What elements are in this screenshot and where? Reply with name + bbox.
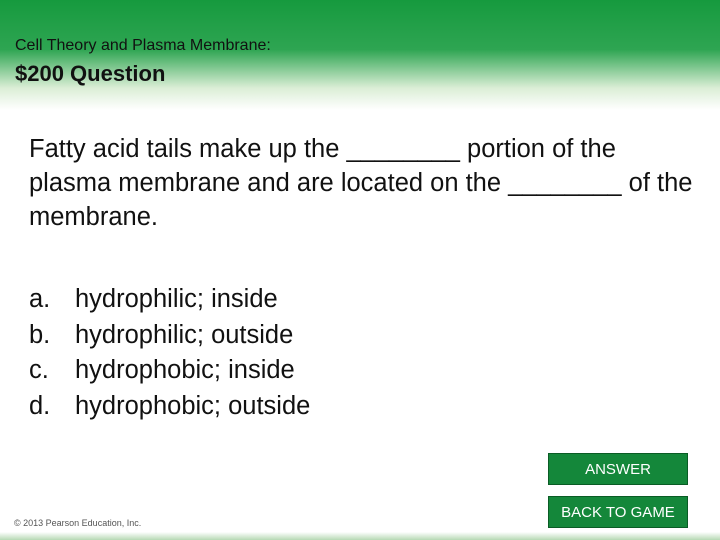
answer-option-d	[29, 389, 310, 425]
answer-list	[29, 282, 310, 424]
answer-button[interactable]: ANSWER	[548, 453, 688, 485]
bottom-decoration	[0, 532, 720, 540]
back-to-game-button[interactable]: BACK TO GAME	[548, 496, 688, 528]
question-value-title: $200 Question	[15, 61, 166, 86]
answer-text: hydrophobic; outside	[75, 391, 311, 420]
answer-letter: b.	[29, 320, 51, 349]
answer-letter: c.	[29, 356, 49, 384]
answer-letter: a.	[29, 285, 51, 313]
answer-option-a	[29, 282, 310, 318]
category-title: Cell Theory and Plasma Membrane:	[15, 37, 271, 54]
answer-option-c	[29, 353, 310, 389]
answer-letter: d.	[29, 391, 51, 420]
copyright-notice: © 2013 Pearson Education, Inc.	[14, 518, 142, 528]
answer-option-b	[29, 318, 310, 354]
answer-text: hydrophilic; inside	[75, 285, 278, 313]
answer-text: hydrophilic; outside	[75, 320, 294, 349]
question-text: Fatty acid tails make up the ________ portion of the plasma membrane and are located on the ________ of the membrane.	[29, 135, 693, 231]
answer-text: hydrophobic; inside	[75, 356, 295, 384]
slide-header	[0, 0, 720, 110]
